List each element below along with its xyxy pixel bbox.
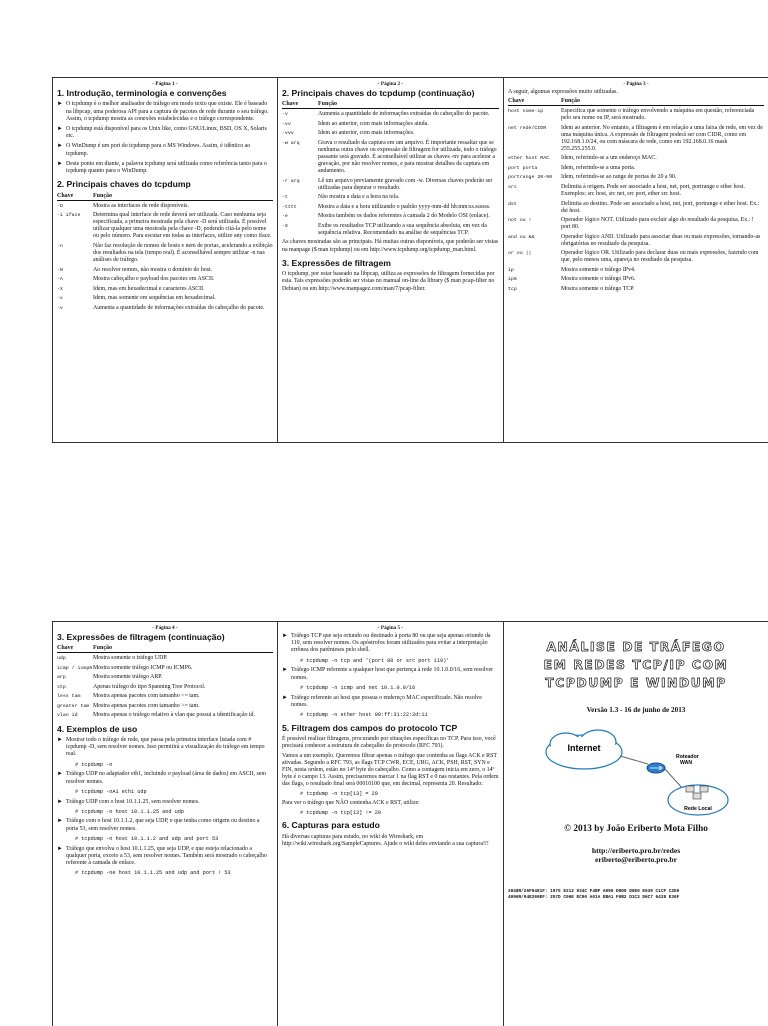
page-3	[503, 78, 768, 442]
table-row: stp Apenas tráfego do tipo Spanning Tree Protocol.	[57, 683, 206, 690]
table-row: -A Mostra cabeçalho e payload dos pacotes em ASCII.	[57, 276, 215, 283]
bullet-item: ► O WinDump é um port do tcpdump para o MS Windows. Assim, é idêntico ao tcpdump.	[57, 143, 251, 157]
command-example: # tcpdump -n tcp and '(port 80 or src port 110)'	[300, 657, 450, 664]
paragraph: Vamos a um exemplo. Queremos filtrar apenas o tráfego que contenha as flags ACK e RST ativadas. Segundo a RFC 793, as flags TCP CWR, ECE, URG, ACK, PSH, RST, SYN e FIN, nesta ordem, estão no 14º byte do cabeçalho. Como a contagem inicia em zero, o 14º byte é o campo 13. Assim, precisaremos marcar 1 na flag RST e 0 nas restantes. Pela ordem das flags, o resultado final será 00010100 que, em decimal, representa 20. Resultado:	[282, 752, 499, 788]
table-row: udp Mostra somente o tráfego UDP.	[57, 655, 168, 662]
table-row: -tttt Mostra a data e a hora utilizando o padrão yyyy-mm-dd hh:mm:ss.ssssss.	[282, 203, 491, 210]
table-row: icmp / icmp6 Mostra somente tráfego ICMP ou ICMP6.	[57, 664, 193, 671]
command-example: # tcpdump -n icmp and net 10.1.0.0/16	[300, 684, 416, 691]
table-row: portrange 20-90 Idem, referindo-se ao range de portas de 20 a 90.	[508, 174, 677, 181]
table-row: dst Delimita ao destino. Pode ser associado a host, net, port, portrange e ether host. Ex.: dst host.	[508, 200, 760, 214]
key-fingerprints: 2048R/26F0481F: 1975 E212 934C F4BF A096 D0D0 D6E0 E039 C1CF C2E6 4096R/94E269EF: 257D C06E EC90 A01A EBA1 F0B2 D1C3 D6C7 6428 E36F	[508, 888, 680, 900]
command-example: # tcpdump -ne host 10.1.1.25 and udp and port ! 53	[75, 870, 231, 877]
wan-label: WAN	[680, 759, 693, 766]
table-header: Chave Função	[57, 645, 273, 653]
paragraph: Para ver o tráfego que NÃO contenha ACK e RST, utilize:	[282, 800, 420, 807]
page-label: - Página 2 -	[377, 81, 404, 87]
arrow-icon: ►	[57, 818, 63, 825]
page-4	[53, 622, 277, 1026]
filters-text: O tcpdump, por estar baseado na libpcap, utiliza as expressões de filtragem fornecidas por esta. Tais expressões poderão ser vistas no manual on-line da library ($ man pcap-filter no Debian) ou em http://www.manpagez.com/man/7/pcap-filter.	[282, 271, 495, 292]
arrow-icon: ►	[282, 694, 288, 701]
bullet-item: ► Tráfego que envolva o host 10.1.1.25, que seja UDP, e que esteja relacionado a qualquer porta, exceto a 53, sem resolver nomes. Também será mostrado o cabeçalho referente à camada de enlace.	[57, 845, 267, 867]
arrow-icon: ►	[57, 798, 63, 805]
table-header: Chave Função	[57, 193, 273, 201]
section-heading: 1. Introdução, terminologia e convenções	[57, 88, 227, 98]
table-row: greater tam Mostra apenas pacotes com tamanho >= tam.	[57, 702, 200, 709]
bullet-item: ► O tcpdump está disponível para os Unix like, como GNU/Linux, BSD, OS X, Solaris etc.	[57, 126, 267, 140]
arrow-icon: ►	[282, 633, 288, 639]
copyright-text: © 2013 by João Eriberto Mota Filho	[564, 823, 708, 834]
table-row: or ou || Operador lógico OR. Utilizado para declarar duas ou mais expressões, fazendo com que, pelo menos uma, apareça no resultado da pesquisa.	[508, 250, 759, 264]
command-example: # tcpdump -n ether host 00:ff:31:22:2d:11	[300, 711, 428, 718]
table-row: -w arq Grava o resultado da captura em um arquivo. É importante ressaltar que se nenhuma outra chave ou expressão de filtragem for utilizada, todo o tráfego passante será gravado. É aconselhável utilizar as chaves -nv para acelerar a gravação, por não resolver nomes, e para mostrar detalhes da captura em andamento.	[282, 139, 497, 175]
table-row: -r arq Lê um arquivo previamente gravado com -w. Diversas chaves poderão ser utilizadas para depurar o resultado.	[282, 177, 493, 191]
arrow-icon: ►	[57, 737, 63, 744]
table-row: ip Mostra somente o tráfego IPv4.	[508, 266, 636, 273]
arrow-icon: ►	[282, 667, 288, 674]
table-row: -e Mostra também os dados referentes à camada 2 do Modelo OSI (enlace).	[282, 213, 490, 220]
internet-label: Internet	[567, 742, 601, 753]
command-example: # tcpdump -nAi eth1 udp	[75, 788, 147, 795]
bullet-item: ► Tráfego TCP que seja oriundo ou destinado à porta 80 ou que seja apenas oriundo da 110, sem resolver nomes. Os apóstrofos foram utilizados para evitar a interpretação errônea dos parênteses pelo shell.	[282, 633, 491, 654]
email-link[interactable]: eriberto@eriberto.pro.br	[595, 855, 677, 865]
table-row: -D Mostra as interfaces de rede disponíveis.	[57, 202, 189, 209]
router-label: Roteador	[676, 753, 699, 760]
bottom-sheet	[52, 621, 768, 1026]
router-icon	[647, 763, 665, 773]
table-row: -n Não faz resolução de nomes de hosts e nem de portas, acelerando a exibição dos resultados na tela (tempo real). É aconselhável sempre utilizar -n nas análises de tráfego.	[57, 242, 273, 264]
lan-label: Rede Local	[684, 805, 712, 812]
keys-note: As chaves mostradas são as principais. Há muitas outras disponíveis, que poderão ser vistas na manpage ($ man tcpdump) ou em http://www.tcpdump.org/tcpdump_man.html.	[282, 239, 499, 253]
table-row: src Delimita à origem. Pode ser associado a host, net, port, portrange e ether host. Exemplos: src host, src net, src port, ether src host.	[508, 183, 745, 198]
command-example: # tcpdump -n host 10.1.1.2 and udp and port 53	[75, 835, 219, 842]
table-row: ether host MAC Idem, referindo-se a um endereço MAC.	[508, 155, 657, 162]
page-5	[277, 622, 503, 1026]
bullet-item: ► O tcpdump é o melhor analisador de tráfego em modo texto que existe. Ele é baseado na libpcap, uma poderosa API para a captura de pacotes de rede durante o seu tráfego. Assim, o tcpdump mostra as conexões estabelecidas e o tráfego correspondente.	[57, 101, 269, 122]
table-row: net rede/CIDR Idem ao anterior. No entanto, a filtragem é em relação a uma faixa de rede, em vez de uma máquina única. A expressão de filtragem poderá ser com CIDR, como em 192.168.1.0/24, ou com máscara de rede, como em 192.168.0.16 mask 255.255.255.0.	[508, 124, 763, 152]
bullet-item: ► Tráfego UDP com o host 10.1.1.25, sem resolver nomes.	[57, 798, 200, 805]
bullet-item: ► Tráfego referente ao host que possua o endereço MAC especificado. Não resolve nomes.	[282, 694, 482, 708]
intro-text: A seguir, algumas expressões muito utilizadas.	[508, 89, 618, 95]
table-row: -S Exibe os resultados TCP utilizando a sua sequência absoluta, em vez da sequência relativa. Recomendado na análise de sequências TCP.	[282, 222, 487, 236]
page-2	[277, 78, 503, 442]
command-example: # tcpdump -n	[75, 761, 113, 768]
page-6-cover	[503, 622, 768, 1026]
arrow-icon: ►	[57, 160, 63, 167]
table-row: ip6 Mostra somente o tráfego IPv6.	[508, 276, 636, 283]
section-heading: 2. Principais chaves do tcpdump	[57, 179, 191, 190]
bullet-item: ► Tráfego com o host 10.1.1.2, que seja UDP, e que tenha como origem ou destino a porta 53, sem resolver nomes.	[57, 818, 260, 832]
command-example: # tcpdump -n tcp[13] = 20	[300, 790, 378, 797]
arrow-icon: ►	[57, 101, 63, 108]
contact-info	[592, 846, 680, 865]
page-label: - Página 5 -	[377, 625, 404, 631]
bullet-item: ► Deste ponto em diante, a palavra tcpdump será utilizada como referência tanto para o tcpdump quanto para o WinDump.	[57, 160, 267, 175]
table-row: port porta Idem, referindo-se a uma porta.	[508, 164, 636, 171]
section-heading: 6. Capturas para estudo	[282, 820, 380, 831]
version-text: Versão 1.3 - 16 de junho de 2013	[586, 705, 686, 714]
command-example: # tcpdump -n tcp[13] != 20	[300, 809, 381, 816]
table-row: host nome-ip Especifica que somente o tráfego envolvendo a máquina em questão, referenciada pelo seu nome ou IP, será mostrado.	[508, 108, 755, 122]
table-row: -x Idem, mas somente em sequências em hexadecimal.	[57, 295, 216, 302]
table-row: -vv Idem ao anterior, com mais informações ainda.	[282, 120, 429, 127]
table-header: Chave Função	[282, 101, 499, 109]
table-row: less tam Mostra apenas pacotes com tamanho <= tam.	[57, 693, 200, 700]
url-link[interactable]: http://eriberto.pro.br/redes	[591, 845, 681, 855]
section-heading: 4. Exemplos de uso	[57, 723, 138, 734]
arrow-icon: ►	[57, 771, 63, 778]
table-row: and ou && Operador lógico AND. Utilizado para associar duas ou mais expressões, tornando-as obrigatórias no resultado da pesquisa.	[508, 233, 761, 247]
table-row: tcp Mostra somente o tráfego TCP.	[508, 285, 635, 292]
arrow-icon: ►	[57, 143, 63, 150]
table-row: -v Aumenta a quantidade de informações extraídas do cabeçalho do pacote.	[57, 304, 265, 311]
arrow-icon: ►	[57, 845, 63, 852]
section-heading: 3. Expressões de filtragem	[282, 257, 391, 268]
page-label: - Página 1 -	[152, 81, 178, 87]
command-example: # tcpdump -n host 10.1.1.25 and udp	[75, 808, 184, 815]
section-heading: 5. Filtragem dos campos do protocolo TCP	[282, 722, 458, 733]
paragraph: Há diversas capturas para estudo, no wiki do Wireshark, em http://wiki.wireshark.org/SampleCaptures. Ajude o wiki deles enviando a sua captura!!!	[282, 833, 489, 847]
paragraph: É possível realizar filtragens, procurando por situações específicas no TCP. Para isso, você precisará conhecer a estrutura de cabeçalho do protocolo (RFC 793).	[282, 736, 496, 750]
section-heading: 2. Principais chaves do tcpdump (continuação)	[282, 88, 475, 98]
table-row: -v Aumenta a quantidade de informações extraídas do cabeçalho do pacote.	[282, 111, 490, 118]
cover-title: ANÁLISE DE TRÁFEGO EM REDES TCP/IP COM TCPDUMP E WINDUMP	[543, 639, 729, 690]
top-sheet	[52, 77, 768, 443]
table-row: arp Mostra somente tráfego ARP.	[57, 674, 163, 681]
arrow-icon: ►	[57, 126, 63, 133]
bullet-item: ► Tráfego ICMP referente a qualquer host que pertença à rede 10.1.0.0/16, sem resolver nomes.	[282, 667, 494, 681]
network-diagram	[536, 720, 736, 820]
table-header: Chave Função	[508, 98, 764, 106]
table-row: not ou ! Operador lógico NOT. Utilizado para excluir algo do resultado da pesquisa. Ex.: ! port 80.	[508, 217, 754, 231]
page-1	[53, 78, 277, 442]
table-row: vlan id Mostra apenas o tráfego relativo à vlan que possui a identificação id.	[57, 712, 255, 719]
page-label: - Página 4 -	[152, 625, 178, 631]
section-heading: 3. Expressões de filtragem (continuação)	[57, 632, 225, 642]
bullet-item: ► Tráfego UDP no adaptador eth1, incluindo o payload (área de dados) em ASCII, sem resolver nomes.	[57, 771, 266, 785]
table-row: -X Idem, mas em hexadecimal e caracteres ASCII.	[57, 285, 205, 292]
table-row: -N Ao resolver nomes, não mostra o domínio do host.	[57, 266, 213, 273]
page-label: - Página 3 -	[623, 81, 649, 87]
table-row: -vvv Idem ao anterior, com mais informações.	[282, 130, 415, 137]
table-row: -t Não mostra a data e a hora na tela.	[282, 194, 400, 201]
table-row: -i iface Determina qual interface de rede deverá ser utilizada. Caso nenhuma seja especificada, a primeira mostrada pela chave -D será utilizada. É possível utilizar qualquer uma mostrada pela chave -D, podendo citá-la pelo nome ou pelo número. Para escutar em todas as interfaces, utilize any como iface.	[57, 212, 272, 240]
bullet-item: ► Mostrar todo o tráfego de rede, que passa pela primeira interface listada com # tcpdump -D, sem resolver nomes. Isso permitirá a visualização do tráfego em tempo real.	[57, 737, 265, 758]
